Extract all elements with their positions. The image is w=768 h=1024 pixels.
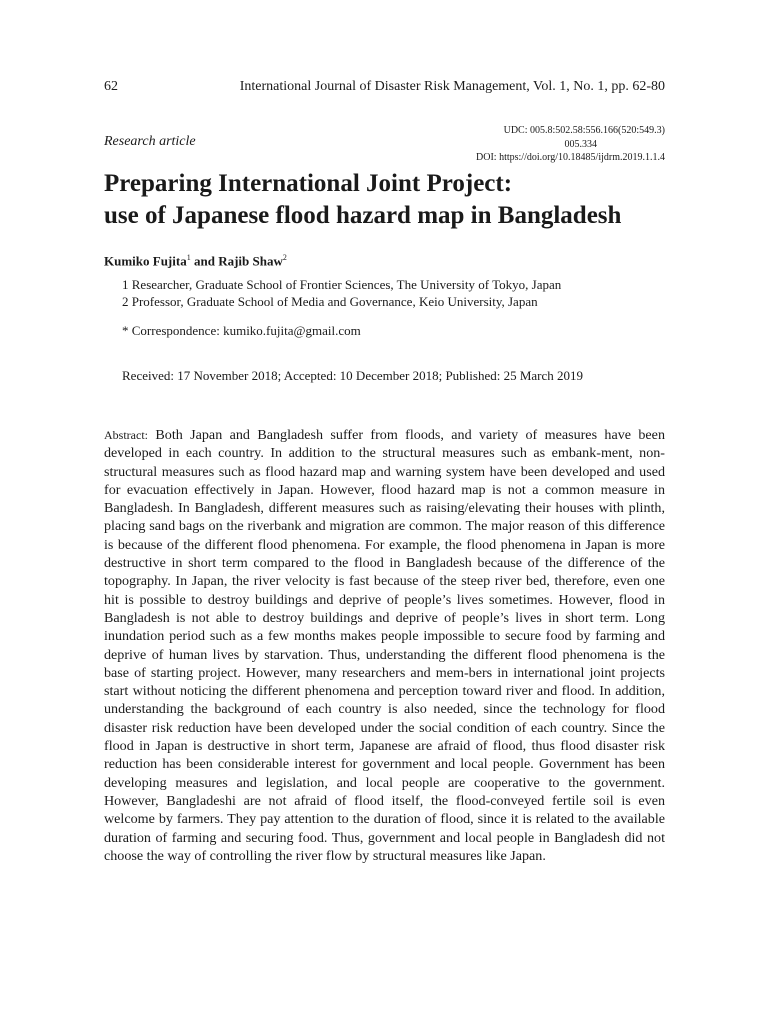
journal-citation: International Journal of Disaster Risk Management, Vol. 1, No. 1, pp. 62-80	[239, 79, 665, 94]
author-2-name: Rajib Shaw	[218, 253, 283, 269]
abstract-text: Both Japan and Bangladesh suffer from floods, and variety of measures have been developed in each country. In addition to the structural measures such as embank-ment, non-structural measures such as flood hazard map and warning system have been developed and used for evacuation effectively in Japan. However, flood hazard map is not a common measure in Bangladesh. In Bangladesh, different measures such as raising/elevating their houses with plinth, placing sand bags on the riverbank and migration are common. The major reason of this difference is because of the different flood phenomena. For example, the flood phenomena in Japan is more destructive in short term compared to the flood in Bangladesh because of the difference of the topography. In Japan, the river velocity is fast because of the steep river bed, therefore, even one hit is possible to destroy buildings and deprive of people’s lives sometimes. However, flood in Bangladesh is not able to destroy buildings and deprive of people’s lives in short term. Long inundation period such as a few months makes people impossible to secure food by farming and deprive of human lives by starvation. Thus, understanding the different flood phenomena is the base of starting project. However, many researchers and mem-bers in international joint projects start without noticing the different phenomena and perception toward river and flood. In addition, understanding the background of each country is also needed, since the technology for flood disaster risk reduction have been developed under the social condition of each country. Since the flood in Japan is destructive in short term, Japanese are afraid of flood, thus flood disaster risk reduction has been considerable interest for government and local people. Government has been developing measures and legislation, and local people are cooperative to the government. However, Bangladeshi are not afraid of flood itself, the flood-conveyed fertile soil is even welcome by farmers. They pay attention to the duration of flood, since it is related to the available duration of farming and securing food. Thus, government and local people in Bangladesh did not choose the way of controlling the river flow by structural measures like Japan.	[104, 427, 665, 864]
affiliation-1: 1 Researcher, Graduate School of Frontier Sciences, The University of Tokyo, Japan	[122, 277, 562, 292]
article-title	[104, 168, 704, 232]
doi: DOI: https://doi.org/10.18485/ijdrm.2019.1.1.4	[476, 152, 665, 163]
author-list	[104, 253, 287, 269]
running-header	[104, 79, 665, 95]
author-1-affiliation-mark: 1	[186, 253, 191, 262]
title-line-1: Preparing International Joint Project:	[104, 170, 513, 197]
correspondence: * Correspondence: kumiko.fujita@gmail.com	[122, 323, 361, 338]
publication-dates: Received: 17 November 2018; Accepted: 10 December 2018; Published: 25 March 2019	[122, 368, 584, 383]
udc-line-1: UDC: 005.8:502.58:556.166(520:549.3)	[503, 125, 665, 136]
affiliation-2: 2 Professor, Graduate School of Media and Governance, Keio University, Japan	[122, 294, 538, 309]
page-number: 62	[104, 79, 118, 94]
abstract	[104, 426, 665, 865]
author-connector: and	[190, 253, 219, 269]
article-identifiers	[365, 124, 665, 165]
title-line-2: use of Japanese flood hazard map in Bangladesh	[104, 202, 622, 229]
author-1-name: Kumiko Fujita	[104, 253, 187, 269]
affiliations	[122, 276, 561, 310]
article-type: Research article	[104, 134, 196, 149]
author-2-affiliation-mark: 2	[282, 253, 287, 262]
udc-line-2: 005.334	[564, 138, 597, 150]
abstract-label: Abstract:	[104, 428, 148, 442]
